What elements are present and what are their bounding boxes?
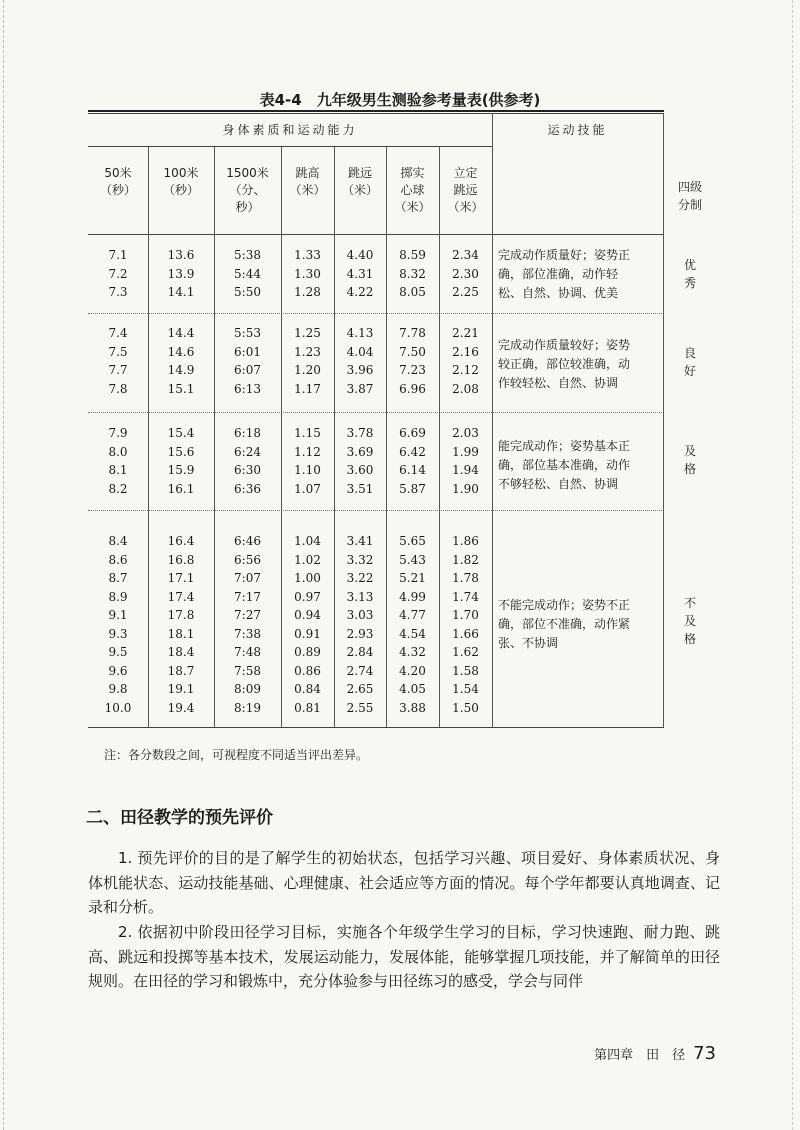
skill-line: 作较轻松、自然、协调 bbox=[498, 376, 619, 390]
table-cell: 1.78 bbox=[452, 571, 479, 585]
table-cell: 7.23 bbox=[399, 363, 426, 377]
table-cell: 8.4 bbox=[108, 534, 128, 548]
group-header-skill: 运动技能 bbox=[547, 123, 608, 137]
skill-line: 不能完成动作；姿势不正 bbox=[498, 598, 631, 612]
table-cell: 18.1 bbox=[167, 626, 195, 641]
table-cell: 0.86 bbox=[294, 663, 321, 678]
column-header-line: （秒） bbox=[99, 183, 136, 197]
skill-line: 完成动作质量好；姿势正 bbox=[498, 248, 631, 262]
table-cell: 2.25 bbox=[452, 285, 479, 299]
skill-description bbox=[498, 596, 658, 653]
table-cell: 1.50 bbox=[452, 700, 479, 715]
table-cell: 4.20 bbox=[399, 663, 426, 678]
column-header bbox=[439, 165, 492, 216]
table-cell: 1.90 bbox=[452, 481, 479, 496]
paragraph-1: 1. 预先评价的目的是了解学生的初始状态，包括学习兴趣、项目爱好、身体素质状况、身体机能状态、运动技能基础、心理健康、社会适应等方面的情况。每个学年都要认真地调查、记录和分析。 bbox=[88, 849, 720, 916]
skill-line: 能完成动作；姿势基本正 bbox=[498, 439, 631, 453]
table-cell: 1.12 bbox=[294, 444, 321, 459]
table-cell: 16.1 bbox=[167, 481, 195, 496]
table-cell: 3.51 bbox=[346, 481, 374, 496]
table-cell: 1.07 bbox=[294, 481, 321, 496]
table-cell: 3.13 bbox=[346, 589, 374, 604]
grade-level-char: 优 bbox=[683, 258, 696, 272]
table-cell: 1.54 bbox=[452, 682, 479, 696]
table-cell: 7.8 bbox=[108, 381, 128, 396]
table-cell: 1.66 bbox=[452, 626, 479, 641]
table-cell: 2.08 bbox=[452, 381, 479, 396]
table-cell: 3.96 bbox=[346, 363, 374, 377]
table-cell: 0.84 bbox=[294, 682, 321, 696]
table-cell: 4.77 bbox=[399, 608, 426, 622]
table-cell: 0.81 bbox=[294, 700, 321, 715]
group-divider bbox=[88, 510, 664, 511]
table-cell: 9.6 bbox=[108, 663, 128, 678]
table-cell: 17.1 bbox=[167, 571, 195, 585]
table-cell: 5.21 bbox=[399, 571, 426, 585]
grade-level-char: 不 bbox=[683, 596, 696, 610]
column-header-line: 跳远 bbox=[453, 183, 478, 197]
table-cell: 9.8 bbox=[108, 682, 128, 696]
grade-level bbox=[668, 442, 712, 478]
level-header-line: 分制 bbox=[677, 198, 702, 212]
skill-line: 确，部位准确，动作轻 bbox=[498, 267, 619, 281]
table-cell: 3.88 bbox=[399, 700, 426, 715]
column-header bbox=[281, 165, 334, 199]
level-header-line: 四级 bbox=[677, 180, 702, 194]
column-header-line: 心球 bbox=[400, 183, 425, 197]
column-header-line: （分、 bbox=[229, 183, 266, 197]
table-cell: 15.1 bbox=[167, 381, 195, 396]
column-header-line: 1500米 bbox=[226, 166, 269, 180]
grade-level-char: 及 bbox=[683, 614, 696, 628]
table-cell: 1.00 bbox=[294, 571, 321, 585]
table-cell: 3.69 bbox=[346, 444, 374, 459]
table-cell: 15.6 bbox=[167, 444, 195, 459]
skill-line: 完成动作质量较好；姿势 bbox=[498, 338, 631, 352]
table-cell: 5.43 bbox=[399, 552, 426, 567]
table-cell: 13.6 bbox=[167, 248, 195, 262]
table-cell: 6:07 bbox=[234, 363, 261, 377]
table-cell: 17.8 bbox=[167, 608, 195, 622]
group-divider bbox=[88, 412, 664, 413]
table-cell: 6:56 bbox=[234, 552, 261, 567]
table-cell: 2.93 bbox=[346, 626, 374, 641]
table-cell: 1.23 bbox=[294, 344, 321, 359]
table-cell: 14.9 bbox=[167, 363, 195, 377]
table-cell: 1.82 bbox=[452, 552, 479, 567]
table-cell: 6.69 bbox=[399, 426, 426, 440]
skill-line: 确，部位基本准确，动作 bbox=[498, 458, 631, 472]
table-cell: 6.42 bbox=[399, 444, 426, 459]
table-cell: 2.74 bbox=[346, 663, 374, 678]
table-cell: 15.9 bbox=[167, 463, 195, 477]
table-cell: 5.87 bbox=[399, 481, 426, 496]
table-cell: 6:01 bbox=[234, 344, 261, 359]
table-cell: 7.2 bbox=[108, 266, 128, 281]
column-header-line: （米） bbox=[447, 200, 484, 214]
table-cell: 9.3 bbox=[108, 626, 128, 641]
skill-line: 张、不协调 bbox=[498, 636, 559, 650]
table-cell: 4.13 bbox=[346, 326, 374, 340]
table-top-rule-thin bbox=[88, 113, 664, 114]
column-header-line: （米） bbox=[341, 183, 378, 197]
binding-margin bbox=[3, 0, 4, 1130]
grade-level-char: 格 bbox=[683, 462, 696, 476]
grade-level-char: 及 bbox=[683, 444, 696, 458]
table-cell: 5:50 bbox=[234, 285, 261, 299]
table-cell: 14.4 bbox=[167, 326, 195, 340]
column-header bbox=[386, 165, 439, 216]
header-bottom-rule bbox=[88, 234, 664, 235]
table-cell: 0.94 bbox=[294, 608, 321, 622]
table-cell: 6:18 bbox=[234, 426, 261, 440]
skill-description bbox=[498, 336, 658, 393]
table-cell: 1.25 bbox=[294, 326, 321, 340]
table-cell: 2.30 bbox=[452, 266, 479, 281]
table-cell: 8.59 bbox=[399, 248, 426, 262]
table-cell: 16.4 bbox=[167, 534, 195, 548]
table-cell: 1.99 bbox=[452, 444, 479, 459]
column-header-line: 立定 bbox=[453, 166, 478, 180]
table-cell: 18.4 bbox=[167, 645, 195, 659]
table-cell: 2.21 bbox=[452, 326, 479, 340]
table-cell: 19.1 bbox=[167, 682, 195, 696]
table-caption: 表4-4 九年级男生测验参考量表(供参考) bbox=[259, 91, 541, 109]
table-cell: 4.32 bbox=[399, 645, 426, 659]
table-cell: 9.5 bbox=[108, 645, 128, 659]
table-cell: 2.34 bbox=[452, 248, 479, 262]
table-cell: 3.22 bbox=[346, 571, 374, 585]
table-cell: 5:44 bbox=[234, 266, 261, 281]
table-cell: 4.99 bbox=[399, 589, 426, 604]
table-cell: 2.84 bbox=[346, 645, 374, 659]
table-cell: 8.32 bbox=[399, 266, 426, 281]
table-cell: 1.30 bbox=[294, 266, 321, 281]
table-cell: 3.87 bbox=[346, 381, 374, 396]
table-cell: 7.5 bbox=[108, 344, 128, 359]
column-header-line: 跳高 bbox=[295, 166, 320, 180]
grade-level-char: 良 bbox=[683, 346, 696, 360]
table-cell: 7:48 bbox=[234, 645, 261, 659]
column-rule bbox=[492, 113, 493, 727]
table-note: 注：各分数段之间，可视程度不同适当评出差异。 bbox=[104, 748, 369, 762]
table-cell: 7.3 bbox=[108, 285, 128, 299]
table-cell: 3.60 bbox=[346, 463, 374, 477]
table-cell: 14.6 bbox=[167, 344, 195, 359]
table-cell: 5.65 bbox=[399, 534, 426, 548]
table-cell: 1.15 bbox=[294, 426, 321, 440]
footer-chapter: 第四章 田 径 bbox=[594, 1048, 686, 1063]
group-divider bbox=[88, 313, 664, 314]
table-cell: 3.78 bbox=[346, 426, 374, 440]
table-cell: 4.05 bbox=[399, 682, 426, 696]
table-cell: 8.0 bbox=[108, 444, 128, 459]
table-cell: 1.02 bbox=[294, 552, 321, 567]
table-cell: 1.74 bbox=[452, 589, 479, 604]
column-header-line: 掷实 bbox=[400, 166, 425, 180]
table-cell: 6.14 bbox=[399, 463, 426, 477]
grade-level bbox=[668, 256, 712, 292]
table-cell: 1.20 bbox=[294, 363, 321, 377]
table-cell: 3.03 bbox=[346, 608, 374, 622]
column-header-line: （米） bbox=[289, 183, 326, 197]
table-cell: 0.91 bbox=[294, 626, 321, 641]
table-cell: 1.17 bbox=[294, 381, 321, 396]
table-cell: 3.41 bbox=[346, 534, 374, 548]
column-header bbox=[88, 165, 148, 199]
column-rule bbox=[663, 113, 664, 727]
page-footer bbox=[594, 1043, 716, 1064]
table-cell: 13.9 bbox=[167, 266, 195, 281]
table-cell: 18.7 bbox=[167, 663, 195, 678]
skill-line: 不够轻松、自然、协调 bbox=[498, 477, 619, 491]
table-cell: 16.8 bbox=[167, 552, 195, 567]
table-cell: 19.4 bbox=[167, 700, 195, 715]
table-cell: 6:46 bbox=[234, 534, 261, 548]
table-cell: 2.12 bbox=[452, 363, 479, 377]
table-cell: 9.1 bbox=[108, 608, 128, 622]
table-cell: 6.96 bbox=[399, 381, 426, 396]
table-cell: 0.97 bbox=[294, 589, 321, 604]
grade-level bbox=[668, 344, 712, 380]
table-cell: 6:36 bbox=[234, 481, 261, 496]
grade-level-char: 好 bbox=[683, 364, 696, 378]
table-cell: 7.1 bbox=[108, 248, 128, 262]
table-cell: 7:17 bbox=[234, 589, 261, 604]
table-cell: 4.04 bbox=[346, 344, 374, 359]
table-cell: 8:09 bbox=[234, 682, 261, 696]
table-cell: 15.4 bbox=[167, 426, 195, 440]
skill-description bbox=[498, 246, 658, 303]
group-header-physical: 身体素质和运动能力 bbox=[222, 123, 358, 137]
table-cell: 3.32 bbox=[346, 552, 374, 567]
column-header-line: 跳远 bbox=[347, 166, 372, 180]
table-cell: 7:07 bbox=[234, 571, 261, 585]
section-title: 二、田径教学的预先评价 bbox=[86, 808, 273, 828]
table-cell: 1.28 bbox=[294, 285, 321, 299]
paragraph-2: 2. 依据初中阶段田径学习目标，实施各个年级学生学习的目标，学习快速跑、耐力跑、跳高、跳远和投掷等基本技术，发展运动能力，发展体能，能够掌握几项技能，并了解简单的田径规则。在田径的学习和锻炼中，充分体验参与田径练习的感受，学会与同伴 bbox=[88, 923, 720, 990]
table-cell: 2.16 bbox=[452, 344, 479, 359]
column-header bbox=[148, 165, 214, 199]
table-cell: 0.89 bbox=[294, 645, 321, 659]
skill-line: 确，部位不准确，动作紧 bbox=[498, 617, 631, 631]
table-cell: 8.9 bbox=[108, 589, 128, 604]
table-cell: 1.58 bbox=[452, 663, 479, 678]
table-cell: 5:38 bbox=[234, 248, 261, 262]
table-cell: 7.50 bbox=[399, 344, 426, 359]
column-header-line: （秒） bbox=[162, 183, 199, 197]
table-cell: 8.6 bbox=[108, 552, 128, 567]
table-cell: 1.62 bbox=[452, 645, 479, 659]
table-cell: 4.31 bbox=[346, 266, 374, 281]
table-cell: 17.4 bbox=[167, 589, 195, 604]
skill-line: 松、自然、协调、优美 bbox=[498, 286, 619, 300]
table-cell: 4.40 bbox=[346, 248, 374, 262]
skill-description bbox=[498, 437, 658, 494]
grade-level-char: 格 bbox=[683, 632, 696, 646]
table-cell: 8:19 bbox=[234, 700, 261, 715]
table-cell: 2.03 bbox=[452, 426, 479, 440]
table-cell: 1.33 bbox=[294, 248, 321, 262]
table-bottom-rule bbox=[88, 727, 664, 728]
column-header bbox=[334, 165, 386, 199]
table-cell: 1.70 bbox=[452, 608, 479, 622]
table-cell: 8.2 bbox=[108, 481, 128, 496]
table-cell: 8.7 bbox=[108, 571, 128, 585]
level-header bbox=[668, 178, 712, 214]
table-cell: 10.0 bbox=[104, 700, 132, 715]
column-header-line: 50米 bbox=[104, 166, 132, 180]
table-cell: 1.04 bbox=[294, 534, 321, 548]
skill-line: 较正确，部位较准确，动 bbox=[498, 357, 631, 371]
table-cell: 2.55 bbox=[346, 700, 374, 715]
table-cell: 6:30 bbox=[234, 463, 261, 477]
table-cell: 1.94 bbox=[452, 463, 479, 477]
table-cell: 7.9 bbox=[108, 426, 128, 440]
table-cell: 2.65 bbox=[346, 682, 374, 696]
table-cell: 4.22 bbox=[346, 285, 374, 299]
grade-level bbox=[668, 594, 712, 648]
binding-margin-right bbox=[792, 0, 793, 1130]
table-cell: 6:13 bbox=[234, 381, 261, 396]
table-cell: 1.10 bbox=[294, 463, 321, 477]
column-header-line: 秒） bbox=[235, 200, 260, 214]
table-cell: 8.1 bbox=[108, 463, 128, 477]
table-cell: 7.78 bbox=[399, 326, 426, 340]
table-cell: 7.7 bbox=[108, 363, 128, 377]
table-cell: 4.54 bbox=[399, 626, 426, 641]
table-top-rule bbox=[88, 110, 664, 112]
table-cell: 14.1 bbox=[167, 285, 195, 299]
table-cell: 7:58 bbox=[234, 663, 261, 678]
grade-level-char: 秀 bbox=[683, 276, 696, 290]
table-cell: 7:27 bbox=[234, 608, 261, 622]
table-cell: 7.4 bbox=[108, 326, 128, 340]
table-cell: 7:38 bbox=[234, 626, 261, 641]
table-cell: 8.05 bbox=[399, 285, 426, 299]
column-header bbox=[214, 165, 281, 216]
table-cell: 5:53 bbox=[234, 326, 261, 340]
column-header-line: 100米 bbox=[163, 166, 199, 180]
table-cell: 1.86 bbox=[452, 534, 479, 548]
table-cell: 6:24 bbox=[234, 444, 261, 459]
page-number: 73 bbox=[693, 1043, 716, 1064]
column-header-line: （米） bbox=[394, 200, 431, 214]
